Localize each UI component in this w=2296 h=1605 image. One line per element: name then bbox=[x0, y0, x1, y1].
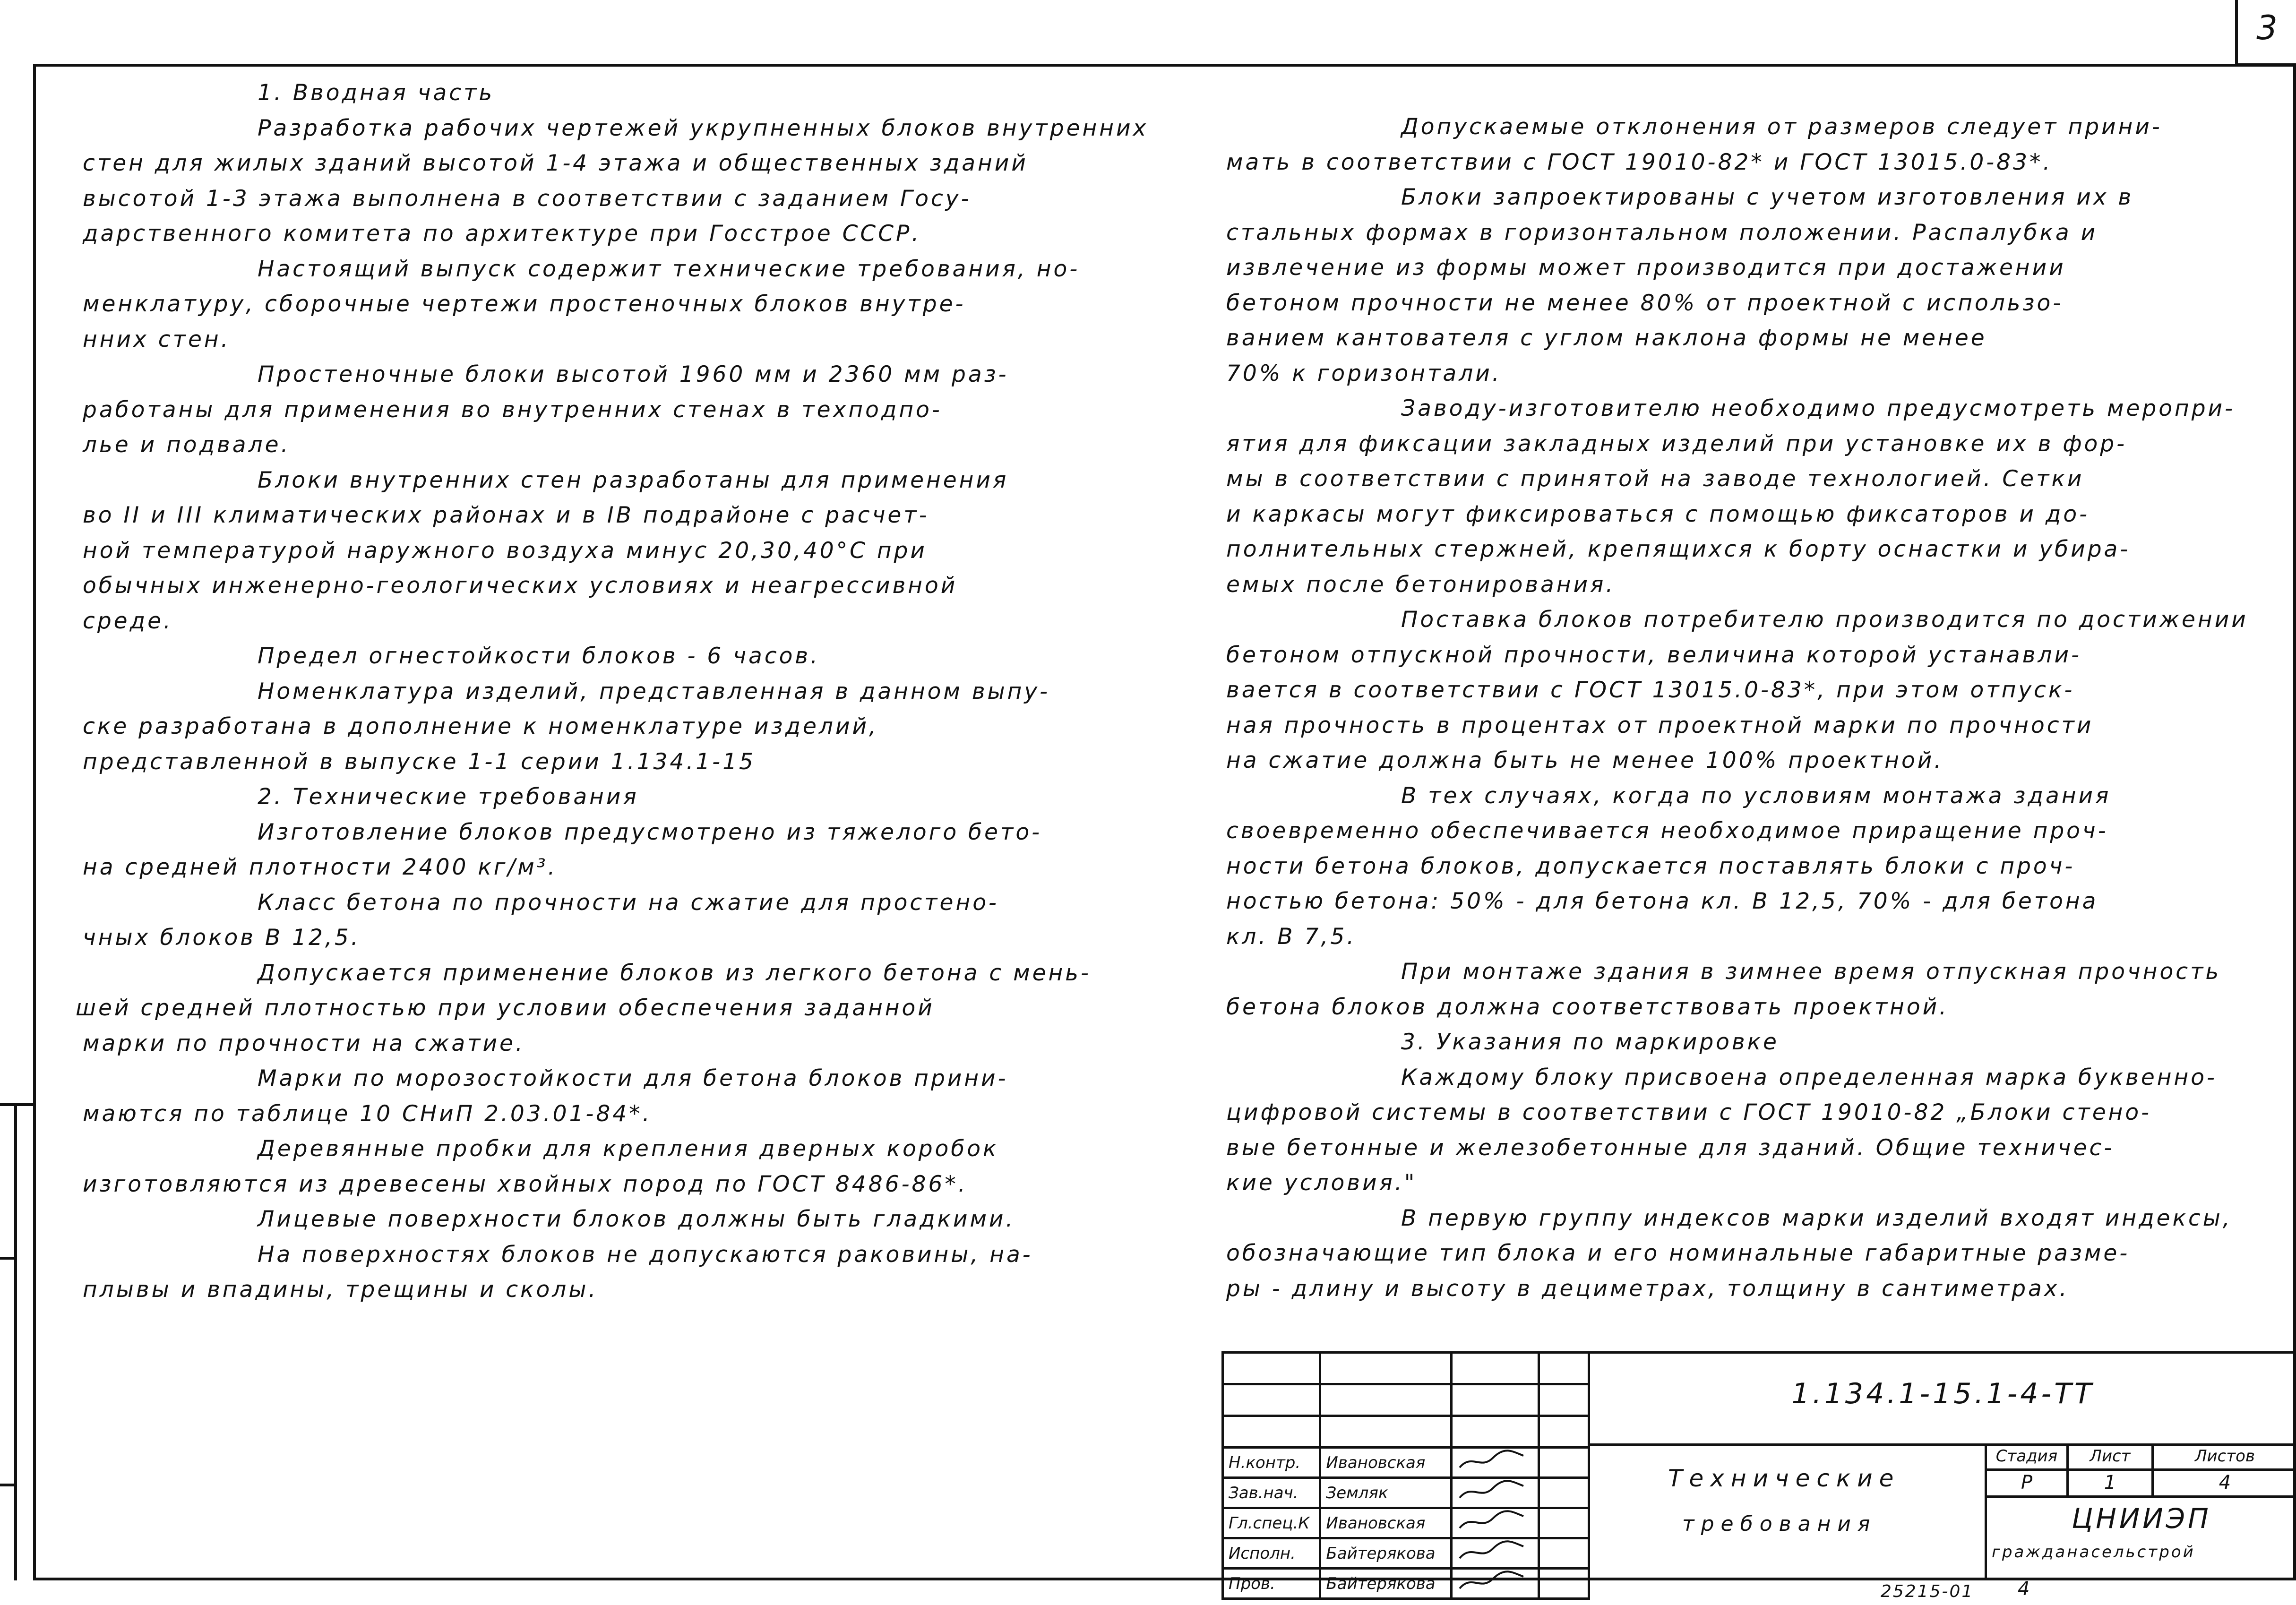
text-line: емых после бетонирования. bbox=[1226, 571, 1616, 598]
signature-name: Ивановская bbox=[1320, 1448, 1451, 1478]
text-line: Лицевые поверхности блоков должны быть гладкими. bbox=[258, 1206, 1015, 1232]
text-line: среде. bbox=[83, 608, 173, 634]
page-number-box bbox=[2235, 0, 2296, 66]
text-line: чных блоков В 12,5. bbox=[83, 925, 361, 951]
signature-mark bbox=[1451, 1538, 1539, 1569]
text-line: высотой 1-3 этажа выполнена в соответствии с заданием Госу- bbox=[83, 185, 972, 212]
text-line: шей средней плотностью при условии обеспечения заданной bbox=[76, 995, 935, 1021]
text-line: ятия для фиксации закладных изделий при установке их в фор- bbox=[1226, 430, 2127, 457]
text-line: бетона блоков должна соответствовать проектной. bbox=[1226, 994, 1949, 1020]
signature-name: Байтерякова bbox=[1320, 1538, 1451, 1569]
sheets-value: 4 bbox=[2219, 1472, 2231, 1493]
text-line: Блоки внутренних стен разработаны для применения bbox=[258, 467, 1009, 493]
text-line: Изготовление блоков предусмотрено из тяжелого бето- bbox=[258, 819, 1042, 845]
text-line: ванием кантователя с углом наклона формы не менее bbox=[1226, 325, 1987, 351]
text-line: Настоящий выпуск содержит технические требования, но- bbox=[258, 256, 1080, 282]
text-line: Разработка рабочих чертежей укрупненных блоков внутренних bbox=[258, 115, 1149, 141]
text-line: Класс бетона по прочности на сжатие для простено- bbox=[258, 889, 999, 916]
text-line: нних стен. bbox=[83, 326, 231, 352]
footer-code: 25215-01 bbox=[1881, 1582, 1974, 1601]
stage-block-row1 bbox=[1985, 1468, 2296, 1471]
text-line: представленной в выпуске 1-1 серии 1.134.1-15 bbox=[83, 748, 756, 775]
title-block-divider bbox=[1590, 1443, 2296, 1446]
signature-role: Пров. bbox=[1223, 1569, 1320, 1599]
text-line: Простеночные блоки высотой 1960 мм и 2360 мм раз- bbox=[258, 361, 1009, 387]
text-line: Допускается применение блоков из легкого бетона с мень- bbox=[258, 960, 1091, 986]
text-line: цифровой системы в соответствии с ГОСТ 19010-82 „Блоки стено- bbox=[1226, 1099, 2152, 1125]
right-text-column bbox=[1226, 110, 2256, 1306]
text-line: обозначающие тип блока и его номинальные габаритные разме- bbox=[1226, 1240, 2130, 1266]
sheet-title-line1: Технические bbox=[1668, 1465, 1900, 1492]
left-text-column bbox=[76, 76, 1169, 1308]
text-line: на средней плотности 2400 кг/м³. bbox=[83, 854, 558, 880]
text-line: 3. Указания по маркировке bbox=[1401, 1029, 1779, 1055]
sheet-header: Лист bbox=[2090, 1447, 2131, 1466]
signature-role: Н.контр. bbox=[1223, 1448, 1320, 1478]
text-line: мать в соответствии с ГОСТ 19010-82* и ГОСТ 13015.0-83*. bbox=[1226, 149, 2053, 175]
text-line: стальных формах в горизонтальном положении. Распалубка и bbox=[1226, 219, 2098, 246]
text-line: на сжатие должна быть не менее 100% проектной. bbox=[1226, 747, 1944, 773]
text-line: Номенклатура изделий, представленная в данном выпу- bbox=[258, 678, 1050, 704]
signature-name: Земляк bbox=[1320, 1478, 1451, 1508]
sheet-value: 1 bbox=[2104, 1472, 2116, 1493]
text-line: Поставка блоков потребителю производится по достижении bbox=[1401, 607, 2248, 633]
text-line: 1. Вводная часть bbox=[258, 80, 495, 106]
text-line: бетоном отпускной прочности, величина которой устанавли- bbox=[1226, 642, 2081, 668]
signature-name: Байтерякова bbox=[1320, 1569, 1451, 1599]
binding-strip bbox=[0, 1484, 17, 1486]
text-line: ности бетона блоков, допускается поставлять блоки с проч- bbox=[1226, 853, 2075, 879]
text-line: извлечение из формы может производится при достажении bbox=[1226, 255, 2066, 281]
text-line: Деревянные пробки для крепления дверных коробок bbox=[258, 1136, 999, 1162]
text-line: во II и III климатических районах и в IВ подрайоне с расчет- bbox=[83, 502, 929, 528]
signature-name: Ивановская bbox=[1320, 1508, 1451, 1538]
text-line: 2. Технические требования bbox=[258, 784, 639, 810]
text-line: На поверхностях блоков не допускаются раковины, на- bbox=[258, 1241, 1033, 1268]
text-line: Марки по морозостойкости для бетона блоков прини- bbox=[258, 1065, 1008, 1091]
stage-block-row2 bbox=[1985, 1495, 2296, 1498]
sheet-title-line2: требования bbox=[1682, 1512, 1877, 1536]
stage-header: Стадия bbox=[1995, 1447, 2058, 1466]
text-line: Предел огнестойкости блоков - 6 часов. bbox=[258, 643, 820, 669]
signature-mark bbox=[1451, 1508, 1539, 1538]
binding-strip bbox=[14, 1103, 17, 1580]
page-number: 3 bbox=[2256, 9, 2278, 47]
text-line: стен для жилых зданий высотой 1-4 этажа и общественных зданий bbox=[83, 150, 1028, 176]
stage-value: Р bbox=[2021, 1472, 2033, 1493]
text-line: полнительных стержней, крепящихся к борту оснастки и убира- bbox=[1226, 536, 2131, 562]
text-line: марки по прочности на сжатие. bbox=[83, 1030, 525, 1056]
text-line: Допускаемые отклонения от размеров следует прини- bbox=[1401, 114, 2162, 140]
text-line: бетоном прочности не менее 80% от проектной с использо- bbox=[1226, 290, 2064, 316]
text-line: ной температурой наружного воздуха минус 20,30,40°С при bbox=[83, 537, 927, 564]
signature-mark bbox=[1451, 1478, 1539, 1508]
text-line: менклатуру, сборочные чертежи простеночных блоков внутре- bbox=[83, 291, 966, 317]
text-line: Блоки запроектированы с учетом изготовления их в bbox=[1401, 184, 2134, 210]
text-line: плывы и впадины, трещины и сколы. bbox=[83, 1277, 598, 1303]
text-line: вые бетонные и железобетонные для зданий. Общие техничес- bbox=[1226, 1134, 2115, 1161]
signature-table bbox=[1221, 1351, 1590, 1600]
organization: ЦНИИЭП bbox=[2072, 1502, 2211, 1535]
text-line: и каркасы могут фиксироваться с помощью фиксаторов и до- bbox=[1226, 501, 2090, 527]
text-line: ностью бетона: 50% - для бетона кл. В 12,5, 70% - для бетона bbox=[1226, 888, 2098, 914]
text-line: кл. В 7,5. bbox=[1226, 923, 1357, 950]
text-line: своевременно обеспечивается необходимое приращение проч- bbox=[1226, 818, 2108, 844]
text-line: ры - длину и высоту в дециметрах, толщину в сантиметрах. bbox=[1226, 1275, 2069, 1302]
signature-role: Исполн. bbox=[1223, 1538, 1320, 1569]
designation: 1.134.1-15.1-4-ТТ bbox=[1791, 1377, 2095, 1410]
sheets-header: Листов bbox=[2194, 1447, 2255, 1466]
text-line: ске разработана в дополнение к номенклатуре изделий, bbox=[83, 713, 878, 739]
signature-mark bbox=[1451, 1448, 1539, 1478]
text-line: Каждому блоку присвоена определенная марка буквенно- bbox=[1401, 1064, 2217, 1090]
text-line: ная прочность в процентах от проектной марки по прочности bbox=[1226, 712, 2094, 738]
text-line: дарственного комитета по архитектуре при Госстрое СССР. bbox=[83, 221, 921, 247]
text-line: Заводу-изготовителю необходимо предусмотреть меропри- bbox=[1401, 395, 2236, 421]
text-line: вается в соответствии с ГОСТ 13015.0-83*, при этом отпуск- bbox=[1226, 677, 2075, 703]
text-line: В первую группу индексов марки изделий входят индексы, bbox=[1401, 1205, 2232, 1231]
text-line: работаны для применения во внутренних стенах в техподпо- bbox=[83, 396, 942, 423]
binding-strip bbox=[0, 1257, 17, 1260]
text-line: При монтаже здания в зимнее время отпускная прочность bbox=[1401, 959, 2221, 985]
signature-role: Гл.спец.К bbox=[1223, 1508, 1320, 1538]
text-line: мы в соответствии с принятой на заводе технологией. Сетки bbox=[1226, 466, 2084, 492]
organization-sub: гражданасельстрой bbox=[1992, 1543, 2195, 1562]
signature-mark bbox=[1451, 1569, 1539, 1599]
text-line: маются по таблице 10 СНиП 2.03.01-84*. bbox=[83, 1100, 652, 1127]
text-line: В тех случаях, когда по условиям монтажа здания bbox=[1401, 782, 2111, 809]
title-block-top-line bbox=[1590, 1351, 2296, 1354]
text-line: лье и подвале. bbox=[83, 432, 291, 458]
text-line: 70% к горизонтали. bbox=[1226, 360, 1502, 386]
text-line: кие условия." bbox=[1226, 1170, 1417, 1196]
text-line: обычных инженерно-геологических условиях и неагрессивной bbox=[83, 573, 958, 599]
signature-role: Зав.нач. bbox=[1223, 1478, 1320, 1508]
footer-mark: 4 bbox=[2018, 1578, 2030, 1600]
text-line: изготовляются из древесены хвойных пород по ГОСТ 8486-86*. bbox=[83, 1171, 968, 1197]
